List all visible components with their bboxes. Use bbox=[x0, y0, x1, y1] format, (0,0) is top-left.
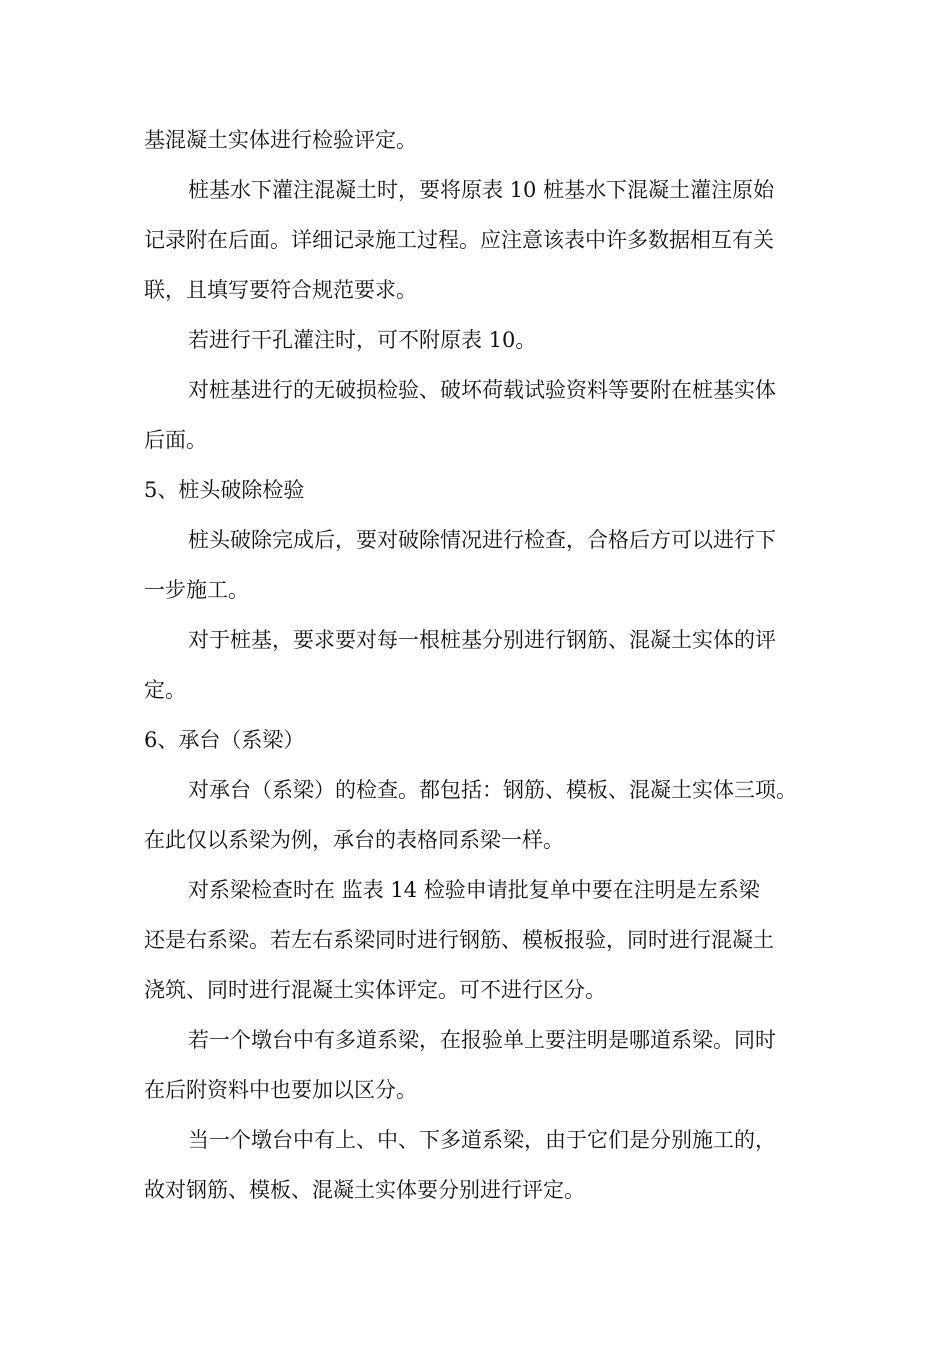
paragraph-first-line: 桩基水下灌注混凝土时，要将原表 10 桩基水下混凝土灌注原始 bbox=[188, 178, 775, 202]
text-line: 后面。 bbox=[144, 428, 207, 452]
text-line: 记录附在后面。详细记录施工过程。应注意该表中许多数据相互有关 bbox=[144, 228, 774, 252]
paragraph-first-line: 当一个墩台中有上、中、下多道系梁，由于它们是分别施工的， bbox=[188, 1128, 776, 1152]
text-line: 在此仅以系梁为例，承台的表格同系梁一样。 bbox=[144, 828, 564, 852]
text-line: 基混凝土实体进行检验评定。 bbox=[144, 128, 417, 152]
text-line: 联，且填写要符合规范要求。 bbox=[144, 278, 417, 302]
paragraph-first-line: 对系梁检查时在 监表 14 检验申请批复单中要在注明是左系梁 bbox=[188, 878, 760, 902]
text-line: 在后附资料中也要加以区分。 bbox=[144, 1078, 417, 1102]
section-heading: 5、桩头破除检验 bbox=[144, 478, 305, 502]
text-line: 定。 bbox=[144, 678, 186, 702]
paragraph-first-line: 对桩基进行的无破损检验、破坏荷载试验资料等要附在桩基实体 bbox=[188, 378, 776, 402]
section-heading: 6、承台（系梁） bbox=[144, 728, 305, 752]
paragraph-first-line: 若一个墩台中有多道系梁，在报验单上要注明是哪道系梁。同时 bbox=[188, 1028, 776, 1052]
text-line: 一步施工。 bbox=[144, 578, 249, 602]
text-line: 浇筑、同时进行混凝土实体评定。可不进行区分。 bbox=[144, 978, 606, 1002]
text-line: 故对钢筋、模板、混凝土实体要分别进行评定。 bbox=[144, 1178, 585, 1202]
text-line: 还是右系梁。若左右系梁同时进行钢筋、模板报验，同时进行混凝土 bbox=[144, 928, 774, 952]
paragraph-first-line: 桩头破除完成后，要对破除情况进行检查，合格后方可以进行下 bbox=[188, 528, 776, 552]
paragraph-first-line: 对承台（系梁）的检查。都包括：钢筋、模板、混凝土实体三项。 bbox=[188, 778, 797, 802]
paragraph-first-line: 若进行干孔灌注时，可不附原表 10。 bbox=[188, 328, 537, 352]
paragraph-first-line: 对于桩基，要求要对每一根桩基分别进行钢筋、混凝土实体的评 bbox=[188, 628, 776, 652]
